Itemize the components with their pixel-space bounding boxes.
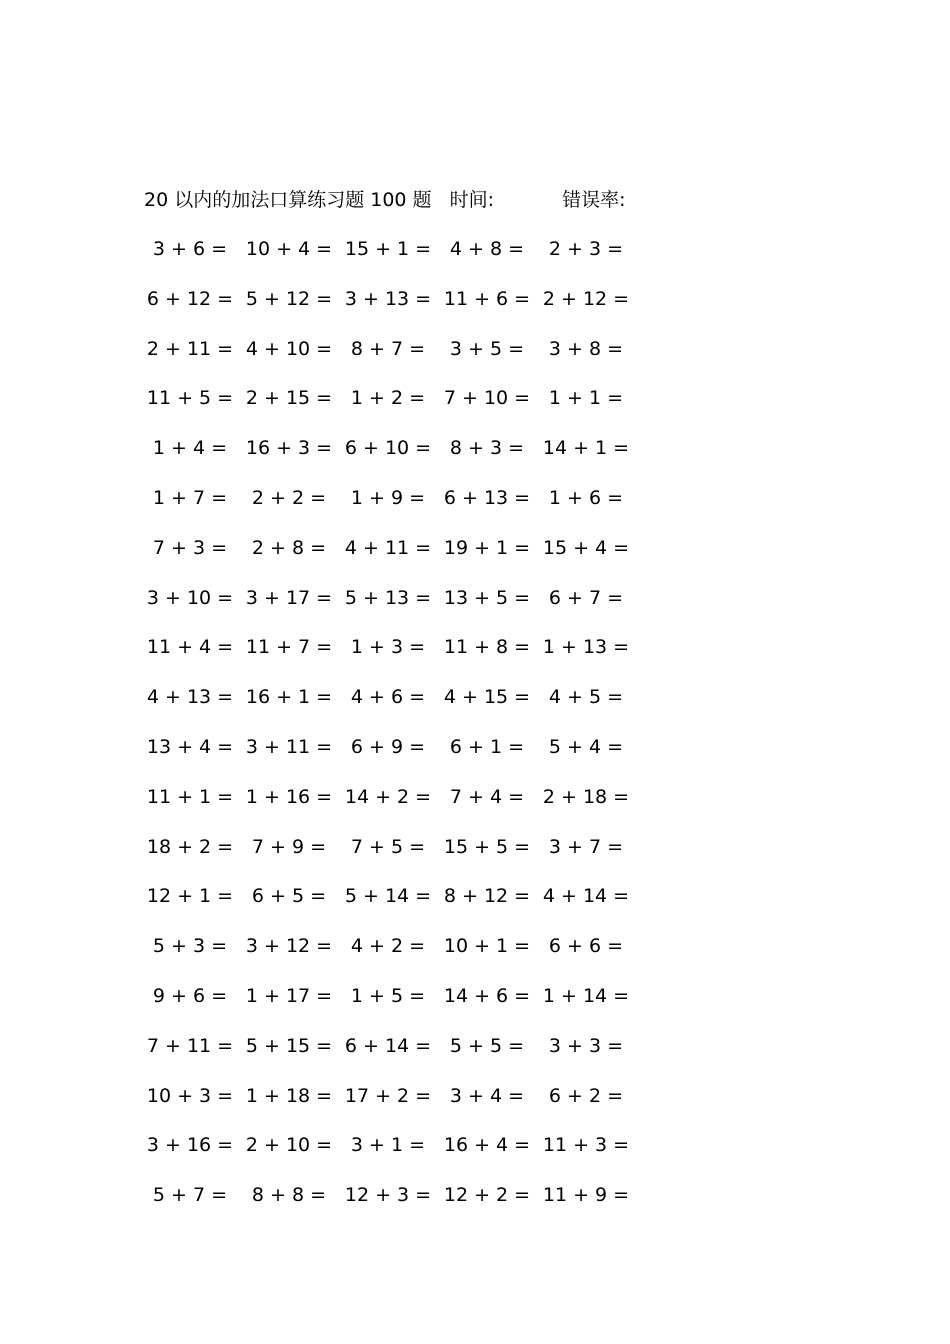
problem-item: 12 + 1 = bbox=[146, 885, 234, 908]
problem-item: 3 + 16 = bbox=[146, 1134, 234, 1157]
problem-item: 7 + 4 = bbox=[449, 785, 525, 808]
problem-item: 10 + 3 = bbox=[146, 1084, 234, 1107]
worksheet-title: 20 以内的加法口算练习题 100 题 bbox=[144, 189, 432, 211]
problem-item: 1 + 3 = bbox=[350, 636, 426, 659]
problem-item: 6 + 7 = bbox=[548, 586, 624, 609]
problem-item: 6 + 5 = bbox=[251, 885, 327, 908]
problem-row bbox=[144, 783, 644, 833]
problem-item: 11 + 1 = bbox=[146, 785, 234, 808]
problem-item: 14 + 2 = bbox=[344, 785, 432, 808]
problem-item: 8 + 3 = bbox=[449, 437, 525, 460]
problem-item: 14 + 6 = bbox=[443, 984, 531, 1007]
problem-item: 2 + 2 = bbox=[251, 486, 327, 509]
problem-item: 11 + 8 = bbox=[443, 636, 531, 659]
problem-item: 4 + 13 = bbox=[146, 686, 234, 709]
problem-item: 5 + 5 = bbox=[449, 1034, 525, 1057]
worksheet-header bbox=[144, 186, 625, 214]
problem-item: 1 + 6 = bbox=[548, 486, 624, 509]
problem-item: 6 + 10 = bbox=[344, 437, 432, 460]
problem-item: 8 + 7 = bbox=[350, 337, 426, 360]
problem-row bbox=[144, 1131, 644, 1181]
problem-item: 4 + 8 = bbox=[449, 238, 525, 260]
problem-item: 6 + 1 = bbox=[449, 735, 525, 758]
problem-item: 5 + 7 = bbox=[152, 1184, 228, 1207]
problem-item: 4 + 10 = bbox=[245, 337, 333, 360]
problem-row bbox=[144, 584, 644, 634]
problem-row bbox=[144, 285, 644, 335]
problem-item: 8 + 8 = bbox=[251, 1184, 327, 1207]
problem-item: 2 + 15 = bbox=[245, 387, 333, 410]
problem-item: 5 + 4 = bbox=[548, 735, 624, 758]
problem-item: 1 + 5 = bbox=[350, 984, 426, 1007]
problem-item: 2 + 18 = bbox=[542, 785, 630, 808]
problem-item: 7 + 3 = bbox=[152, 536, 228, 559]
problem-row bbox=[144, 982, 644, 1032]
problem-item: 11 + 5 = bbox=[146, 387, 234, 410]
problem-item: 1 + 4 = bbox=[152, 437, 228, 460]
problem-row bbox=[144, 833, 644, 883]
problem-item: 12 + 2 = bbox=[443, 1184, 531, 1207]
problem-item: 1 + 9 = bbox=[350, 486, 426, 509]
problem-item: 3 + 5 = bbox=[449, 337, 525, 360]
problem-item: 13 + 4 = bbox=[146, 735, 234, 758]
problem-row bbox=[144, 235, 644, 285]
problem-row bbox=[144, 1082, 644, 1132]
problem-item: 18 + 2 = bbox=[146, 835, 234, 858]
problem-item: 2 + 12 = bbox=[542, 287, 630, 310]
problem-item: 16 + 3 = bbox=[245, 437, 333, 460]
problem-item: 17 + 2 = bbox=[344, 1084, 432, 1107]
problem-item: 3 + 6 = bbox=[152, 238, 228, 260]
problem-item: 1 + 2 = bbox=[350, 387, 426, 410]
problem-item: 5 + 12 = bbox=[245, 287, 333, 310]
problem-item: 15 + 4 = bbox=[542, 536, 630, 559]
problem-item: 3 + 7 = bbox=[548, 835, 624, 858]
problem-item: 14 + 1 = bbox=[542, 437, 630, 460]
problem-grid bbox=[144, 235, 644, 1231]
problem-item: 7 + 9 = bbox=[251, 835, 327, 858]
problem-item: 2 + 10 = bbox=[245, 1134, 333, 1157]
problem-row bbox=[144, 633, 644, 683]
problem-item: 11 + 9 = bbox=[542, 1184, 630, 1207]
problem-item: 2 + 3 = bbox=[548, 238, 624, 260]
problem-row bbox=[144, 1181, 644, 1231]
problem-item: 4 + 15 = bbox=[443, 686, 531, 709]
problem-item: 5 + 15 = bbox=[245, 1034, 333, 1057]
problem-item: 4 + 5 = bbox=[548, 686, 624, 709]
problem-item: 1 + 1 = bbox=[548, 387, 624, 410]
problem-item: 4 + 6 = bbox=[350, 686, 426, 709]
problem-item: 11 + 7 = bbox=[245, 636, 333, 659]
problem-item: 1 + 16 = bbox=[245, 785, 333, 808]
problem-item: 16 + 4 = bbox=[443, 1134, 531, 1157]
problem-item: 19 + 1 = bbox=[443, 536, 531, 559]
problem-item: 6 + 9 = bbox=[350, 735, 426, 758]
problem-item: 3 + 11 = bbox=[245, 735, 333, 758]
problem-row bbox=[144, 1032, 644, 1082]
error-rate-label: 错误率: bbox=[562, 189, 626, 211]
problem-item: 6 + 2 = bbox=[548, 1084, 624, 1107]
problem-item: 5 + 3 = bbox=[152, 935, 228, 958]
problem-row bbox=[144, 882, 644, 932]
problem-item: 12 + 3 = bbox=[344, 1184, 432, 1207]
problem-item: 1 + 7 = bbox=[152, 486, 228, 509]
problem-item: 1 + 18 = bbox=[245, 1084, 333, 1107]
problem-item: 6 + 12 = bbox=[146, 287, 234, 310]
time-label: 时间: bbox=[449, 189, 495, 211]
problem-item: 1 + 17 = bbox=[245, 984, 333, 1007]
problem-item: 1 + 13 = bbox=[542, 636, 630, 659]
problem-item: 11 + 3 = bbox=[542, 1134, 630, 1157]
problem-row bbox=[144, 384, 644, 434]
problem-item: 3 + 8 = bbox=[548, 337, 624, 360]
problem-item: 13 + 5 = bbox=[443, 586, 531, 609]
problem-item: 7 + 10 = bbox=[443, 387, 531, 410]
problem-item: 11 + 6 = bbox=[443, 287, 531, 310]
problem-item: 5 + 14 = bbox=[344, 885, 432, 908]
problem-item: 3 + 13 = bbox=[344, 287, 432, 310]
problem-item: 4 + 2 = bbox=[350, 935, 426, 958]
problem-item: 6 + 14 = bbox=[344, 1034, 432, 1057]
problem-item: 4 + 11 = bbox=[344, 536, 432, 559]
problem-item: 3 + 12 = bbox=[245, 935, 333, 958]
problem-item: 10 + 1 = bbox=[443, 935, 531, 958]
problem-row bbox=[144, 335, 644, 385]
problem-item: 3 + 3 = bbox=[548, 1034, 624, 1057]
problem-item: 15 + 5 = bbox=[443, 835, 531, 858]
problem-row bbox=[144, 534, 644, 584]
problem-item: 3 + 10 = bbox=[146, 586, 234, 609]
problem-row bbox=[144, 683, 644, 733]
problem-item: 6 + 13 = bbox=[443, 486, 531, 509]
problem-item: 3 + 17 = bbox=[245, 586, 333, 609]
problem-item: 8 + 12 = bbox=[443, 885, 531, 908]
problem-item: 16 + 1 = bbox=[245, 686, 333, 709]
problem-item: 1 + 14 = bbox=[542, 984, 630, 1007]
problem-item: 3 + 1 = bbox=[350, 1134, 426, 1157]
problem-row bbox=[144, 932, 644, 982]
problem-item: 2 + 11 = bbox=[146, 337, 234, 360]
problem-item: 11 + 4 = bbox=[146, 636, 234, 659]
problem-item: 5 + 13 = bbox=[344, 586, 432, 609]
problem-item: 7 + 11 = bbox=[146, 1034, 234, 1057]
problem-item: 3 + 4 = bbox=[449, 1084, 525, 1107]
problem-item: 10 + 4 = bbox=[245, 238, 333, 260]
problem-item: 15 + 1 = bbox=[344, 238, 432, 260]
problem-item: 6 + 6 = bbox=[548, 935, 624, 958]
problem-row bbox=[144, 733, 644, 783]
problem-item: 9 + 6 = bbox=[152, 984, 228, 1007]
problem-item: 7 + 5 = bbox=[350, 835, 426, 858]
problem-row bbox=[144, 434, 644, 484]
problem-item: 4 + 14 = bbox=[542, 885, 630, 908]
problem-item: 2 + 8 = bbox=[251, 536, 327, 559]
problem-row bbox=[144, 484, 644, 534]
